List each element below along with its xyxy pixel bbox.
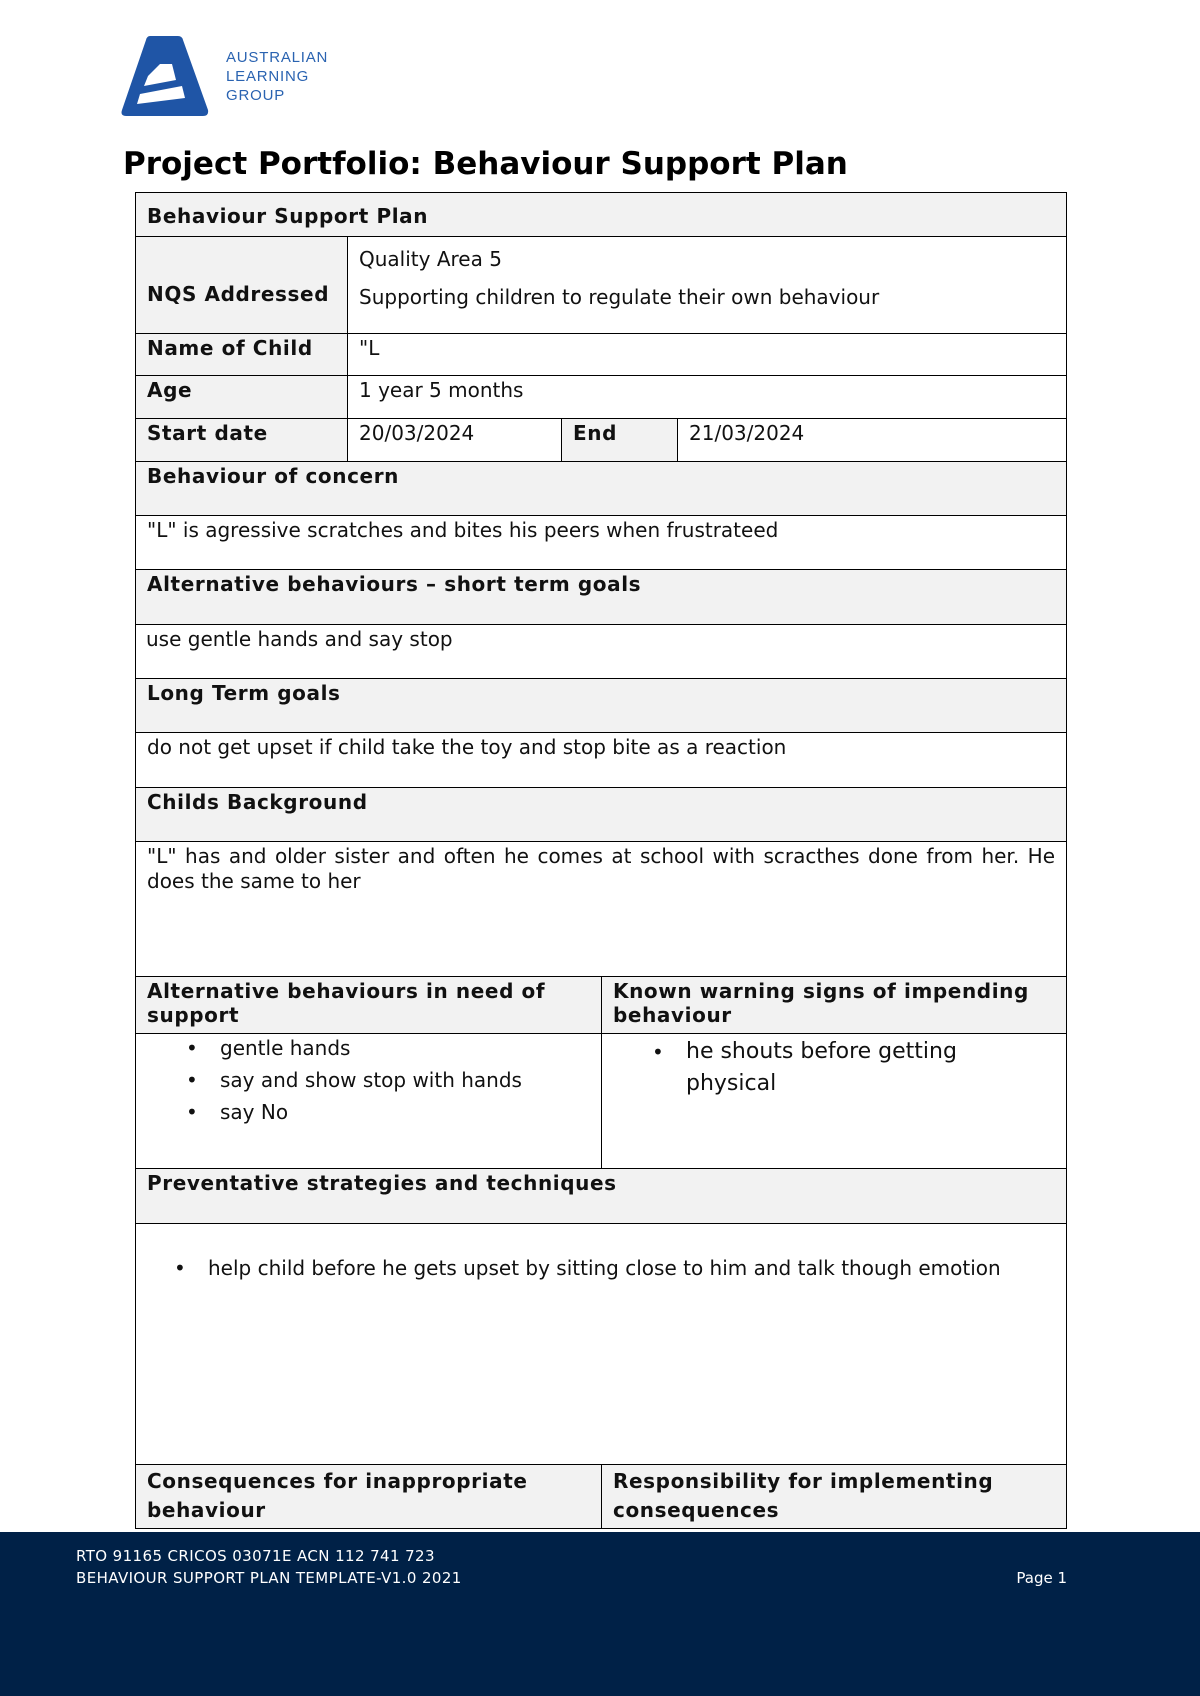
form-header: Behaviour Support Plan (147, 204, 429, 228)
preventative-value-row (135, 1224, 1067, 1465)
start-date-label: Start date (136, 419, 347, 461)
preventative-header-row (135, 1169, 1067, 1224)
child-name-row (135, 334, 1067, 376)
concern-value-row (135, 516, 1067, 570)
long-term-header-row (135, 679, 1067, 733)
concern-label: Behaviour of concern (147, 464, 399, 488)
warning-signs-cell (601, 1034, 1066, 1168)
alt-support-cell (136, 1034, 601, 1168)
list-item: • help child before he gets upset by sitting close to him and talk though emotion (208, 1254, 1006, 1283)
list-item: • say and show stop with hands (220, 1068, 590, 1092)
logo-line-1: AUSTRALIAN (226, 49, 329, 66)
warning-signs-list (686, 1036, 996, 1100)
short-term-value: use gentle hands and say stop (146, 627, 453, 651)
child-name-label: Name of Child (136, 334, 347, 375)
alt-warning-header-row (135, 977, 1067, 1034)
age-label: Age (136, 376, 347, 418)
nqs-row (135, 237, 1067, 334)
alt-support-list (220, 1036, 590, 1124)
page-footer (0, 1532, 1200, 1696)
nqs-area: Quality Area 5 (359, 247, 502, 271)
concern-header-row (135, 462, 1067, 516)
short-term-header-row (135, 570, 1067, 625)
background-label: Childs Background (147, 790, 368, 814)
age-row (135, 376, 1067, 419)
long-term-value: do not get upset if child take the toy and stop bite as a reaction (147, 735, 787, 759)
long-term-label: Long Term goals (147, 681, 341, 705)
long-term-value-row (135, 733, 1067, 788)
child-name-value: "L (347, 334, 1066, 375)
warning-signs-label: Known warning signs of impending behaviour (601, 977, 1066, 1033)
background-value: "L" has and older sister and often he comes at school with scracthes done from her. He does the same to her (147, 844, 1055, 893)
footer-registration: RTO 91165 CRICOS 03071E ACN 112 741 723 (76, 1547, 435, 1565)
list-item: • gentle hands (220, 1036, 590, 1060)
alt-warning-value-row (135, 1034, 1067, 1169)
responsibility-label: Responsibility for implementing consequences (601, 1465, 1066, 1528)
list-item: • say No (220, 1100, 590, 1124)
form-header-row (135, 192, 1067, 237)
page-number: Page 1 (1016, 1569, 1067, 1587)
preventative-label: Preventative strategies and techniques (147, 1171, 617, 1195)
consequences-label: Consequences for inappropriate behaviour (147, 1469, 528, 1522)
footer-template-version: BEHAVIOUR SUPPORT PLAN TEMPLATE-V1.0 2021 (76, 1569, 462, 1587)
alt-support-label: Alternative behaviours in need of support (147, 979, 546, 1027)
logo (120, 34, 340, 118)
nqs-value-cell (347, 237, 1066, 333)
nqs-label: NQS Addressed (136, 237, 347, 333)
background-value-row (135, 842, 1067, 977)
short-term-value-row (135, 625, 1067, 679)
start-date-value: 20/03/2024 (347, 419, 561, 461)
preventative-cell (136, 1224, 1066, 1464)
short-term-label: Alternative behaviours – short term goals (147, 572, 642, 596)
logo-line-2: LEARNING (226, 68, 310, 85)
nqs-description: Supporting children to regulate their own behaviour (359, 285, 880, 309)
behaviour-support-plan-form (135, 192, 1067, 1529)
page-title: Project Portfolio: Behaviour Support Plan (123, 146, 848, 182)
age-value: 1 year 5 months (347, 376, 1066, 418)
background-header-row (135, 788, 1067, 842)
dates-row (135, 419, 1067, 462)
end-date-label: End (561, 419, 677, 461)
concern-value: "L" is agressive scratches and bites his peers when frustrateed (147, 518, 779, 542)
logo-wordmark (226, 48, 328, 105)
logo-mark-icon (120, 34, 210, 118)
logo-line-3: GROUP (226, 87, 286, 104)
preventative-list (208, 1254, 1006, 1283)
list-item: • he shouts before getting physical (686, 1036, 996, 1100)
end-date-value: 21/03/2024 (677, 419, 1066, 461)
consequences-header-row (135, 1465, 1067, 1529)
